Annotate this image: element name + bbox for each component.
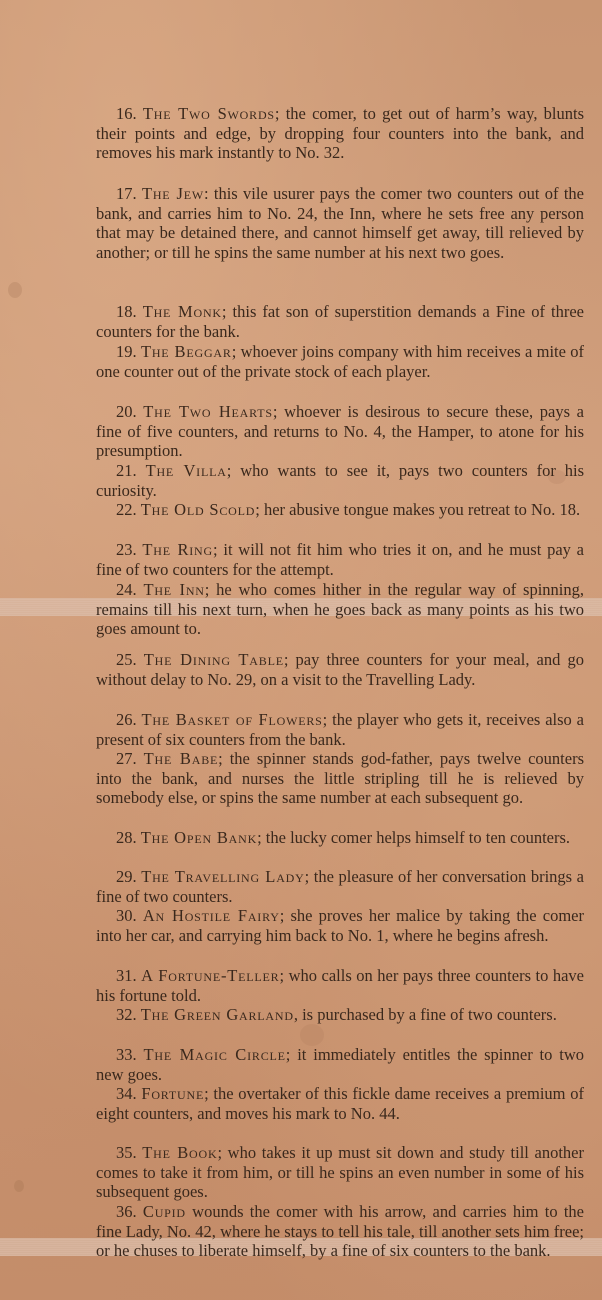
entry-text: ; pay three counters for your meal, and go without delay to No. 29, on a visit to the Travelling Lady. <box>96 650 584 689</box>
entry-text: , is purchased by a fine of two counters. <box>293 1005 557 1024</box>
entry-number: 36. <box>116 1202 137 1221</box>
paper-stain <box>8 282 22 298</box>
rule-entry-34 <box>96 1084 584 1123</box>
rule-entry-23 <box>96 540 584 579</box>
entry-text: ; the overtaker of this fickle dame receives a premium of eight counters, and moves his mark to No. 44. <box>96 1084 584 1123</box>
entry-text: ; her abusive tongue makes you retreat to No. 18. <box>255 500 581 519</box>
entry-number: 26. <box>116 710 137 729</box>
entry-text: ; it immediately entitles the spinner to two new goes. <box>96 1045 585 1084</box>
entry-number: 25. <box>116 650 137 669</box>
entry-text: ; who calls on her pays three counters to have his fortune told. <box>96 966 585 1005</box>
entry-text: ; whoever joins company with him receives a mite of one counter out of the private stock of each player. <box>96 342 585 381</box>
entry-name: The Old Scold <box>140 500 256 519</box>
entry-number: 17. <box>116 184 137 203</box>
entry-text: ; this fat son of superstition demands a Fine of three counters for the bank. <box>96 302 584 341</box>
entry-name: Cupid <box>142 1202 186 1221</box>
entry-text: ; the spinner stands god-father, pays twelve counters into the bank, and nurses the little stripling till he is relieved by somebody else, or spins the same number at each subsequent go. <box>96 749 585 808</box>
entry-text: ; the comer, to get out of harm’s way, blunts their points and edge, by dropping four counters into the bank, and removes his mark instantly to No. 32. <box>96 104 585 163</box>
entry-name: The Two Hearts <box>143 402 273 421</box>
entry-number: 21. <box>116 461 137 480</box>
entry-name: The Ring <box>142 540 213 559</box>
entry-name: The Travelling Lady <box>141 867 305 886</box>
entry-text: ; the pleasure of her conversation brings a fine of two counters. <box>96 867 585 906</box>
rule-entry-20 <box>96 402 584 461</box>
entry-name: The Two Swords <box>142 104 275 123</box>
entry-text: wounds the comer with his arrow, and carries him to the fine Lady, No. 42, where he stays to tell his tale, till another sets him free; or he chuses to liberate himself, by a fine of six counters to the bank. <box>96 1202 585 1261</box>
rule-entry-17 <box>96 184 584 262</box>
rule-entry-21 <box>96 461 584 500</box>
entry-text: : this vile usurer pays the comer two counters out of the bank, and carries him to No. 24, the Inn, where he sets free any person that may be detained there, and cannot himself get away, till relieved by another; or till he spins the same number at his next two goes. <box>96 184 584 262</box>
entry-text: ; it will not fit him who tries it on, and he must pay a fine of two counters for the attempt. <box>96 540 584 579</box>
rule-entry-33 <box>96 1045 584 1084</box>
entry-number: 32. <box>116 1005 137 1024</box>
paper-stain <box>300 1024 324 1046</box>
entry-number: 35. <box>116 1143 137 1162</box>
entry-name: A Fortune-Teller <box>141 966 280 985</box>
entry-number: 29. <box>116 867 137 886</box>
entry-text: ; she proves her malice by taking the comer into her car, and carrying him back to No. 1, where he begins afresh. <box>96 906 584 945</box>
entry-name: Fortune <box>141 1084 205 1103</box>
entry-number: 33. <box>116 1045 137 1064</box>
entry-number: 20. <box>116 402 137 421</box>
rule-entry-36 <box>96 1202 584 1261</box>
entry-number: 16. <box>116 104 137 123</box>
entry-name: The Beggar <box>140 342 232 361</box>
entry-name: The Inn <box>143 580 205 599</box>
entry-name: The Open Bank <box>140 828 258 847</box>
entry-name: The Jew <box>141 184 204 203</box>
rule-entry-24 <box>96 580 584 639</box>
entry-name: The Book <box>142 1143 218 1162</box>
entry-number: 18. <box>116 302 137 321</box>
rule-entry-32 <box>96 1005 584 1025</box>
entry-name: The Magic Circle <box>143 1045 286 1064</box>
entry-name: The Babe <box>143 749 219 768</box>
paper-stain <box>14 1180 24 1192</box>
entry-number: 34. <box>116 1084 137 1103</box>
entry-number: 24. <box>116 580 137 599</box>
entry-text: ; who takes it up must sit down and study till another comes to take it from him, or till he spins an even number in some of his subsequent goes. <box>96 1143 585 1202</box>
rule-entry-31 <box>96 966 584 1005</box>
entry-number: 19. <box>116 342 137 361</box>
rule-entry-25 <box>96 650 584 689</box>
entry-text: ; whoever is desirous to secure these, pays a fine of five counters, and returns to No. 4, the Hamper, to atone for his presumption. <box>96 402 585 461</box>
entry-number: 31. <box>116 966 137 985</box>
rule-entry-16 <box>96 104 584 163</box>
entry-number: 27. <box>116 749 137 768</box>
rule-entry-29 <box>96 867 584 906</box>
entry-text: ; the lucky comer helps himself to ten counters. <box>257 828 571 847</box>
entry-name: The Monk <box>142 302 222 321</box>
entry-name: An Hostile Fairy <box>142 906 280 925</box>
entry-name: The Villa <box>145 461 227 480</box>
entry-number: 30. <box>116 906 137 925</box>
entry-name: The Green Garland <box>140 1005 294 1024</box>
rule-entry-28 <box>96 828 584 848</box>
rule-entry-35 <box>96 1143 584 1202</box>
rule-entry-30 <box>96 906 584 945</box>
rule-entry-26 <box>96 710 584 749</box>
entry-name: The Dining Table <box>143 650 284 669</box>
rule-entry-18 <box>96 302 584 341</box>
entry-number: 22. <box>116 500 137 519</box>
entry-text: ; the player who gets it, receives also a present of six counters from the bank. <box>96 710 585 749</box>
rule-entry-19 <box>96 342 584 381</box>
entry-name: The Basket of Flowers <box>141 710 323 729</box>
entry-text: ; who wants to see it, pays two counters for his curiosity. <box>96 461 585 500</box>
entry-number: 28. <box>116 828 137 847</box>
rule-entry-22 <box>96 500 584 520</box>
entry-number: 23. <box>116 540 137 559</box>
entry-text: ; he who comes hither in the regular way of spinning, remains till his next turn, when he goes back as many points as his two goes amount to. <box>96 580 585 639</box>
rule-entry-27 <box>96 749 584 808</box>
